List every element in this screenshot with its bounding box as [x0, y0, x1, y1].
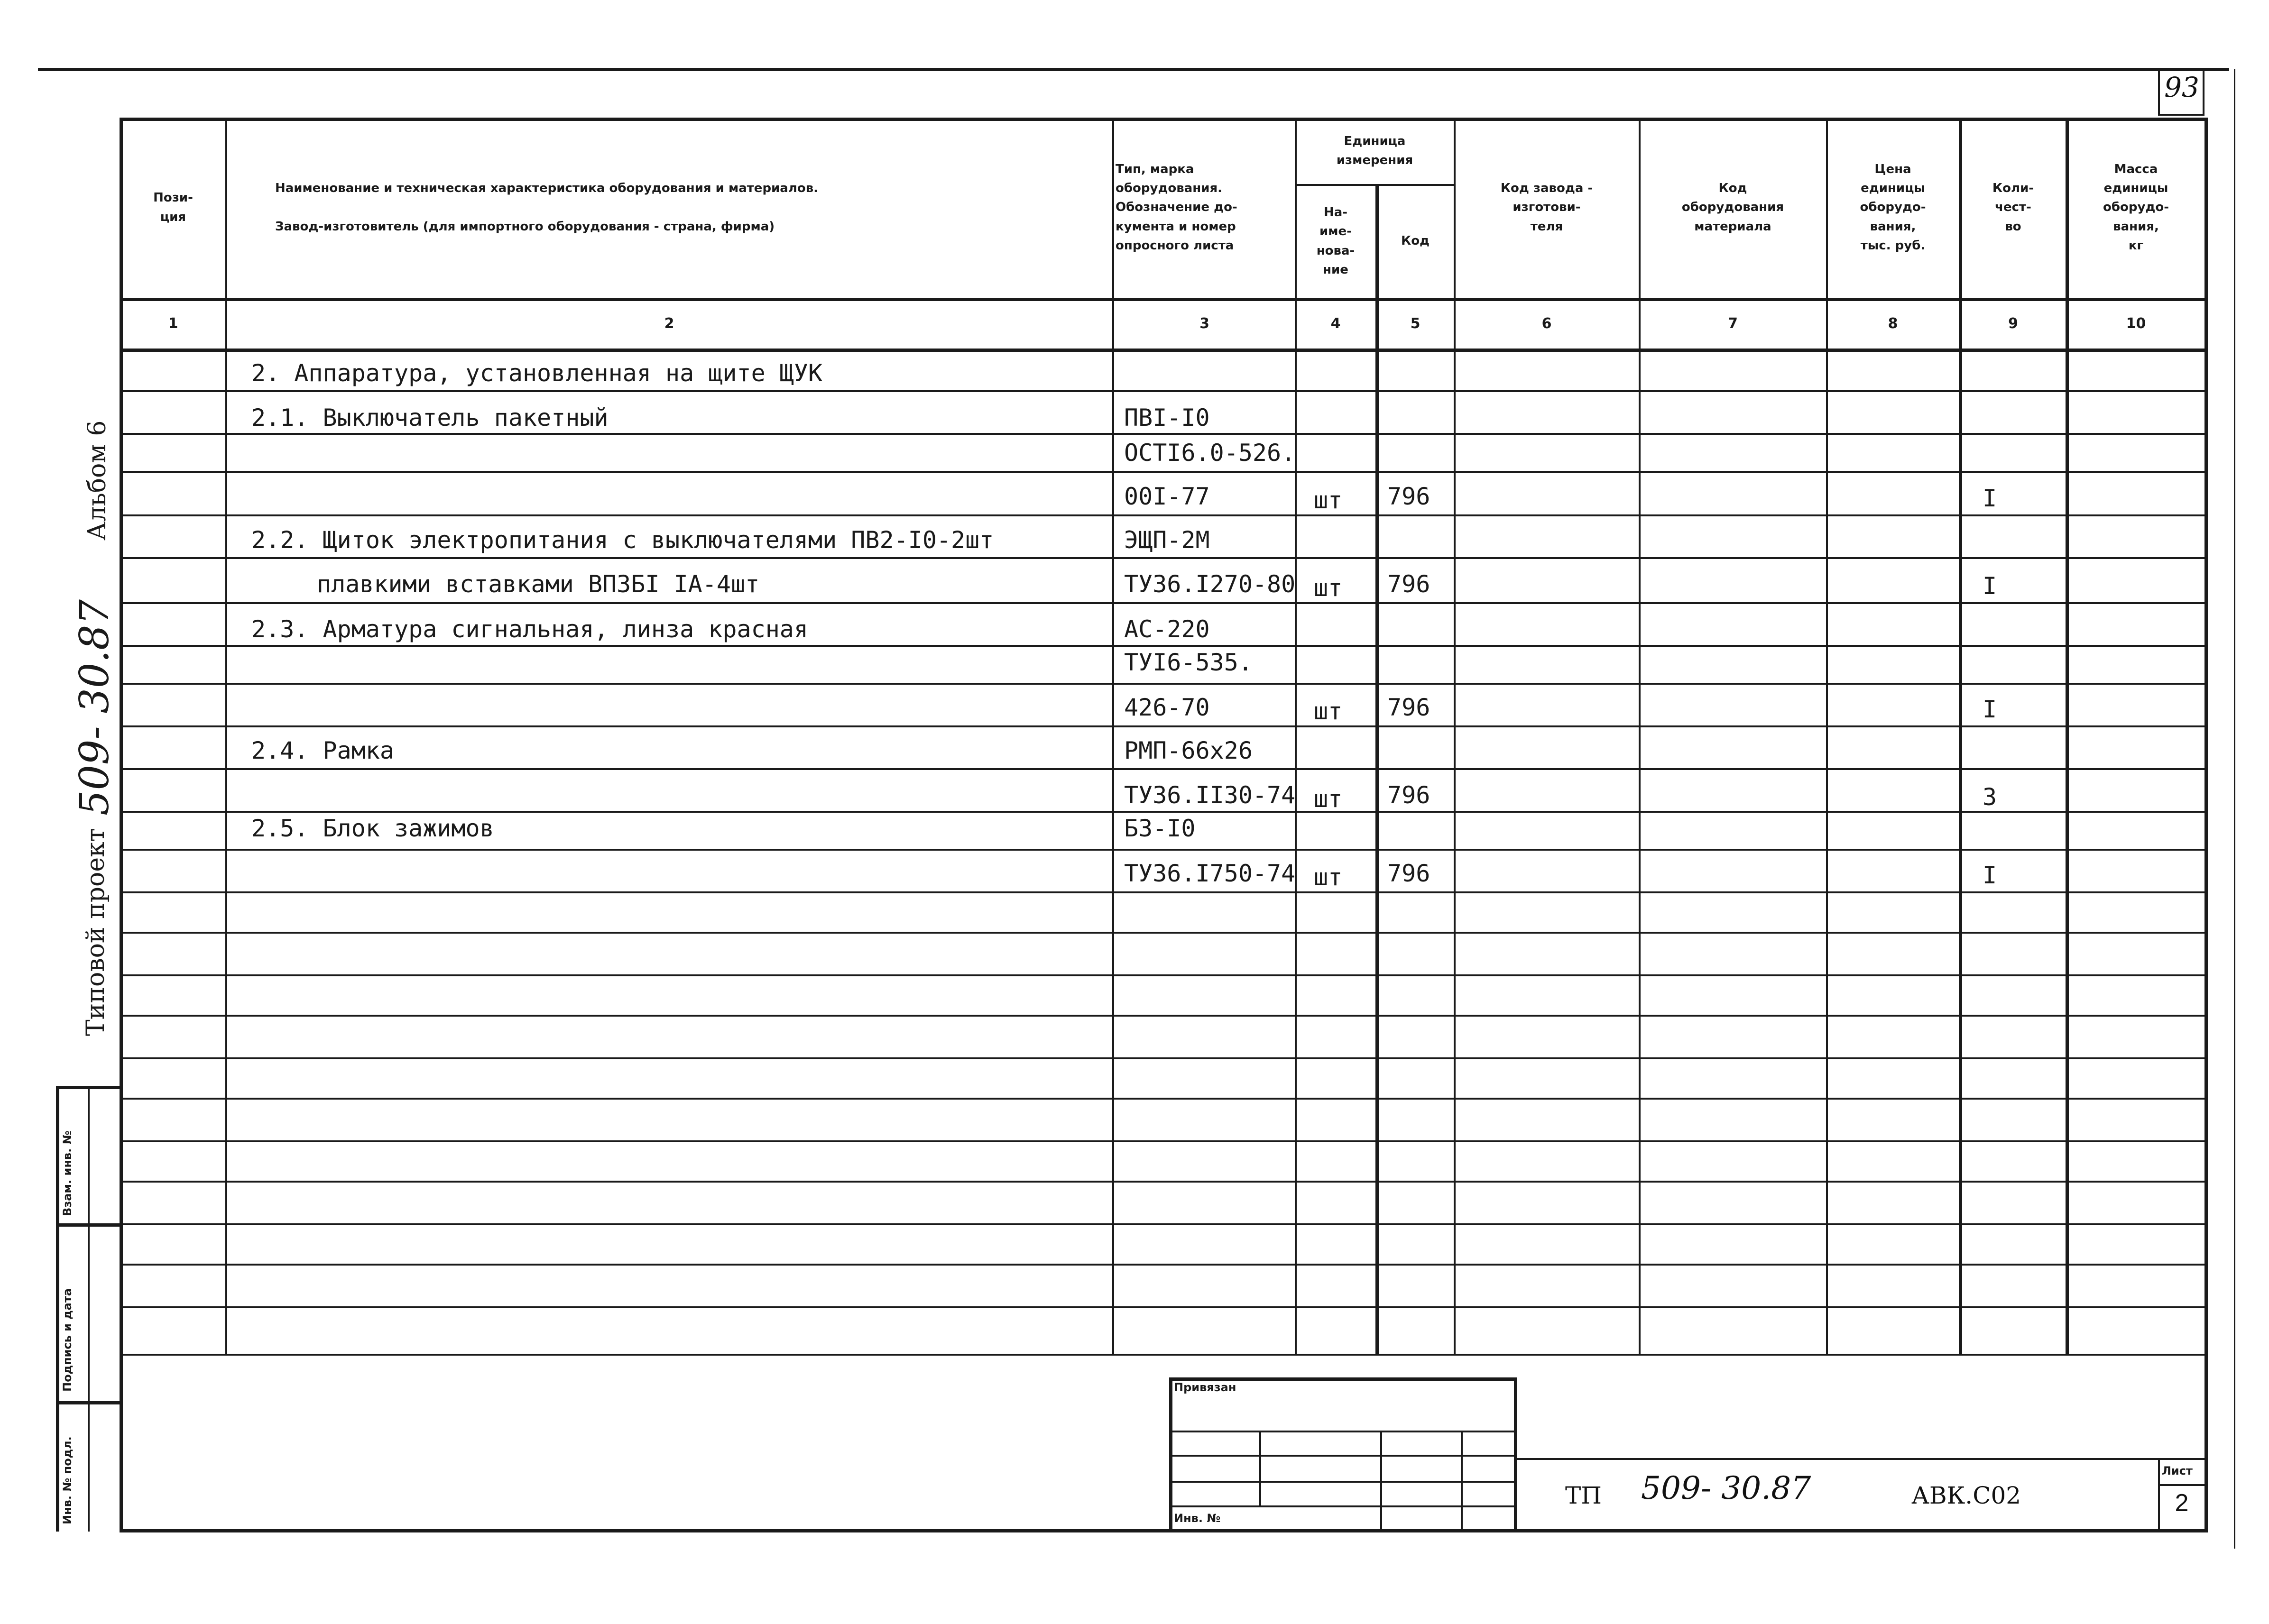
row-13-qty: I [1983, 862, 1997, 889]
row-line-15 [120, 974, 2206, 976]
side-project-label: Типовой проект [82, 828, 110, 1036]
page-number: 93 [2164, 71, 2199, 103]
page-number-box-right [2203, 69, 2204, 116]
row-10-type: РМП-66х26 [1124, 737, 1253, 764]
col-number-8: 8 [1888, 315, 1898, 332]
row-line-21 [120, 1223, 2206, 1225]
row-7-type: АС-220 [1124, 615, 1210, 643]
col-number-6: 6 [1541, 315, 1552, 332]
tp-number: 509- 30.87 [1641, 1470, 1811, 1506]
page-number-box-bottom [2158, 114, 2204, 116]
row-13-type: ТУ36.I750-74 [1124, 860, 1296, 887]
row-8-type: ТУI6-535. [1124, 649, 1253, 676]
row-4-unit: шт [1314, 486, 1343, 514]
sheet-number: 2 [2175, 1489, 2189, 1517]
row-4-qty: I [1983, 485, 1997, 512]
linked-block-vsep-2 [1380, 1431, 1382, 1531]
stamp-replaced-inv: Взам. инв. № [61, 1130, 74, 1216]
col-header-mass: Масса единицы оборудо- вания, кг [2103, 162, 2169, 253]
row-line-17 [120, 1057, 2206, 1059]
linked-block-top [1169, 1377, 1515, 1381]
linked-block-left [1169, 1377, 1172, 1531]
col-sep-1 [225, 118, 227, 1355]
linked-block-vsep-3 [1461, 1431, 1463, 1531]
col-sep-6 [1639, 118, 1641, 1355]
sheet-box-divider [2158, 1484, 2205, 1486]
linked-block-line-1 [1169, 1431, 1515, 1432]
col-header-position: Пози- ция [153, 191, 193, 224]
col-sep-5 [1454, 118, 1456, 1355]
col-header-price: Цена единицы оборудо- вания, тыс. руб. [1860, 162, 1926, 253]
row-4-code: 796 [1387, 483, 1430, 510]
column-number-bottom-line [120, 349, 2206, 352]
linked-block-vsep-1 [1259, 1431, 1261, 1505]
row-3-type: ОСТI6.0-526. [1124, 439, 1296, 467]
linked-block-right [1514, 1377, 1517, 1531]
row-1-name: 2. Аппаратура, установленная на щите ЩУК [251, 359, 823, 387]
row-4-type: 00I-77 [1124, 483, 1210, 510]
row-line-16 [120, 1015, 2206, 1017]
col-sep-3 [1295, 118, 1297, 1355]
row-11-unit: шт [1314, 785, 1343, 813]
row-10-name: 2.4. Рамка [251, 737, 395, 764]
album-label: Альбом 6 [83, 420, 111, 541]
row-13-code: 796 [1387, 860, 1430, 887]
row-11-type: ТУ36.II30-74 [1124, 781, 1296, 809]
row-12-name: 2.5. Блок зажимов [251, 815, 494, 842]
row-line-7 [120, 645, 2206, 647]
row-line-5 [120, 557, 2206, 559]
col-number-2: 2 [664, 315, 674, 332]
linked-block-line-4 [1169, 1505, 1515, 1507]
stamp-column-left [56, 1086, 59, 1532]
row-12-type: БЗ-I0 [1124, 815, 1196, 842]
side-project-number: 509- 30.87 [71, 599, 118, 816]
row-line-10 [120, 768, 2206, 770]
table-bottom-border [120, 1529, 2208, 1532]
col-header-unit: Единица измерения [1336, 134, 1413, 167]
row-5-name: 2.2. Щиток электропитания с выключателями ПВ2-I0-2шт [251, 526, 994, 554]
row-line-12 [120, 849, 2206, 851]
row-6-type: ТУ36.I270-80 [1124, 570, 1296, 598]
row-line-18 [120, 1098, 2206, 1100]
stamp-signature-date: Подпись и дата [61, 1288, 74, 1392]
linked-block-line-2 [1169, 1455, 1515, 1457]
row-line-19 [120, 1140, 2206, 1142]
row-2-name: 2.1. Выключатель пакетный [251, 404, 609, 431]
tp-label: ТП [1565, 1482, 1602, 1509]
linked-label: Привязан [1174, 1381, 1236, 1394]
row-5-type: ЭЩП-2М [1124, 526, 1210, 554]
row-line-8 [120, 683, 2206, 685]
col-number-10: 10 [2126, 315, 2146, 332]
linked-block-line-3 [1169, 1481, 1515, 1483]
row-line-14 [120, 932, 2206, 934]
col-header-quantity: Коли- чест- во [1992, 181, 2034, 234]
row-6-qty: I [1983, 572, 1997, 600]
row-line-20 [120, 1181, 2206, 1183]
col-header-unit-code: Код [1401, 234, 1430, 248]
row-line-3 [120, 471, 2206, 473]
row-line-9 [120, 725, 2206, 727]
row-9-type: 426-70 [1124, 694, 1210, 721]
col-number-1: 1 [168, 315, 178, 332]
table-right-border [2204, 118, 2208, 1531]
row-line-1 [120, 390, 2206, 392]
page-number-box-left [2158, 69, 2160, 116]
col-header-manufacturer-code: Код завода - изготови- теля [1500, 181, 1593, 234]
col-header-type: Тип, марка оборудования. Обозначение до- кумента и номер опросного листа [1116, 162, 1237, 253]
linked-inv-label: Инв. № [1174, 1512, 1221, 1525]
col-header-name: Наименование и техническая характеристика оборудования и материалов. Завод-изготовитель (для импортного оборудования - страна, фирма) [275, 181, 819, 234]
top-border-line [38, 68, 2229, 71]
document-code: АВК.С02 [1911, 1482, 2021, 1509]
col-header-unit-name: На- име- нова- ние [1316, 205, 1355, 277]
row-line-11 [120, 811, 2206, 813]
title-block-top-line [1514, 1458, 2206, 1460]
row-9-code: 796 [1387, 694, 1430, 721]
row-7-name: 2.3. Арматура сигнальная, линза красная [251, 615, 808, 643]
row-line-23 [120, 1306, 2206, 1308]
row-6-code: 796 [1387, 570, 1430, 598]
row-6-unit: шт [1314, 574, 1343, 602]
sheet-label: Лист [2162, 1464, 2193, 1477]
stamp-inner-line [88, 1086, 90, 1532]
stamp-original-inv: Инв. № подл. [61, 1436, 74, 1524]
col-number-3: 3 [1199, 315, 1209, 332]
row-line-6 [120, 602, 2206, 604]
row-11-qty: 3 [1983, 783, 1997, 811]
col-header-equipment-code: Код оборудования материала [1681, 181, 1784, 234]
col-sep-9 [2066, 118, 2069, 1355]
col-sep-8 [1959, 118, 1962, 1355]
right-edge-line [2234, 69, 2235, 1549]
row-line-13 [120, 891, 2206, 893]
row-line-2 [120, 433, 2206, 435]
spec-area-bottom-line [120, 1354, 2206, 1356]
row-9-qty: I [1983, 696, 1997, 723]
col-sep-2 [1112, 118, 1114, 1355]
row-11-code: 796 [1387, 781, 1430, 809]
row-13-unit: шт [1314, 863, 1343, 891]
col-sep-7 [1826, 118, 1828, 1355]
row-9-unit: шт [1314, 697, 1343, 725]
col-number-5: 5 [1410, 315, 1420, 332]
row-6-name: плавкими вставками ВПЗБI IA-4шт [317, 570, 760, 598]
row-line-4 [120, 514, 2206, 516]
row-line-22 [120, 1264, 2206, 1266]
row-2-type: ПВI-I0 [1124, 404, 1210, 431]
col-number-9: 9 [2008, 315, 2018, 332]
col-number-4: 4 [1330, 315, 1341, 332]
col-number-7: 7 [1728, 315, 1738, 332]
